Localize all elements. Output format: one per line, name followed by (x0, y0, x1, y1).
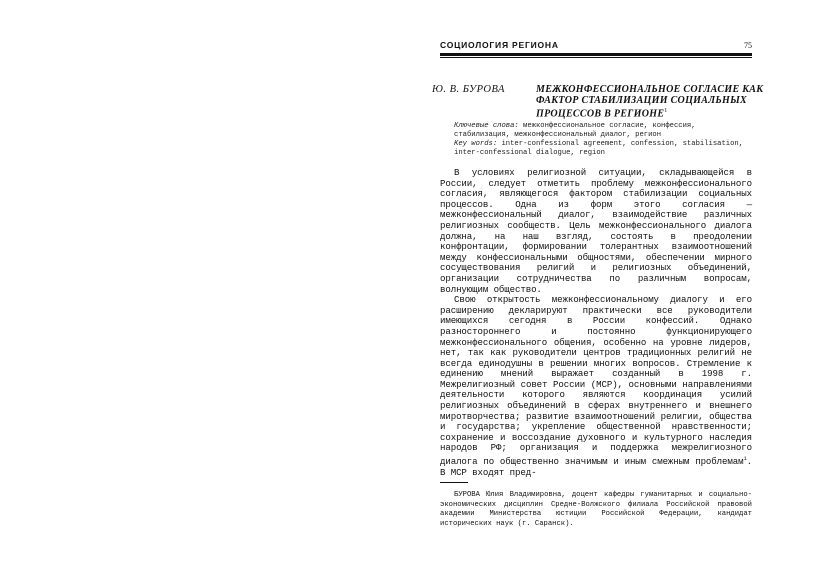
running-head (440, 40, 752, 53)
paragraph-2-text: Свою открытость межконфессиональному диалогу и его расширению декларируют практически все руководители имеющихся сегодня в России конфессий. Однако разностороннего и постоянно функционирующего межконфессионального общения, особенно на уровне лидеров, нет, так как руководители центров традиционных религий не всегда единодушны в решении многих вопросов. Стремление к единению мнений выражает созданный в 1998 г. Межрелигиозный совет России (МСР), основными направлениями деятельности которого являются координация усилий религиозных объединений в сферах внутреннего и внешнего миротворчества; развитие взаимоотношений религии, общества и государства; укрепление общественной нравственности; сохранение и воссоздание духовного и культурного наследия народов РФ; организация и поддержка межрелигиозного диалога по общественно значимым и иным смежным проблемам (440, 294, 752, 468)
title-note-mark: 1 (664, 108, 668, 114)
article-body (440, 168, 752, 478)
keywords-en-label: Key words: (454, 140, 498, 148)
article-title-text: МЕЖКОНФЕССИОНАЛЬНОЕ СОГЛАСИЕ КАК ФАКТОР СТАБИЛИЗАЦИИ СОЦИАЛЬНЫХ ПРОЦЕССОВ В РЕГИОНЕ (536, 84, 764, 120)
keywords-en (440, 140, 752, 158)
article-title (536, 84, 766, 119)
page-number: 75 (744, 41, 752, 50)
keywords-block (440, 122, 752, 158)
footnote-rule (440, 482, 468, 483)
keywords-ru-text: межконфессиональное согласие, конфессия, стабилизация, межконфессиональный диалог, регион (454, 122, 696, 139)
keywords-ru-label: Ключевые слова: (454, 122, 519, 130)
paragraph-2-tail: . В МСР входят пред- (440, 456, 752, 478)
keywords-en-text: inter-confessional agreement, confession, stabilisation, inter-confessional dialogue, region (454, 140, 744, 157)
author-footnote: БУРОВА Юлия Владимировна, доцент кафедры гуманитарных и социально-экономических дисциплин Средне-Волжского филиала Российской правовой академии Министерства юстиции Российской Федерации, кандидат исторических наук (г. Саранск). (440, 491, 752, 529)
paragraph-2-note-mark: 1 (743, 455, 747, 463)
title-block (432, 84, 764, 120)
paragraph-2 (440, 295, 752, 478)
header-rule-thin (440, 57, 752, 58)
author-name: Ю. В. БУРОВА (432, 84, 505, 95)
header-rule-thick (440, 53, 752, 56)
paragraph-1: В условиях религиозной ситуации, складывающейся в России, следует отметить проблему межконфессионального согласия, являющегося фактором стабилизации социальных процессов. Одна из форм этого согласия — межконфессиональный диалог, взаимодействие различных религиозных сообществ. Цель межконфессионального диалога должна, на наш взгляд, состоять в преодолении конфронтации, формировании толерантных взаимоотношений между конфессиональными общностями, обеспечении мирного сосуществования религий и религиозных объединений, организации сотрудничества по различным вопросам, волнующим общество. (440, 167, 752, 295)
journal-page (432, 40, 764, 530)
keywords-ru (440, 122, 752, 140)
running-title: СОЦИОЛОГИЯ РЕГИОНА (440, 40, 559, 50)
